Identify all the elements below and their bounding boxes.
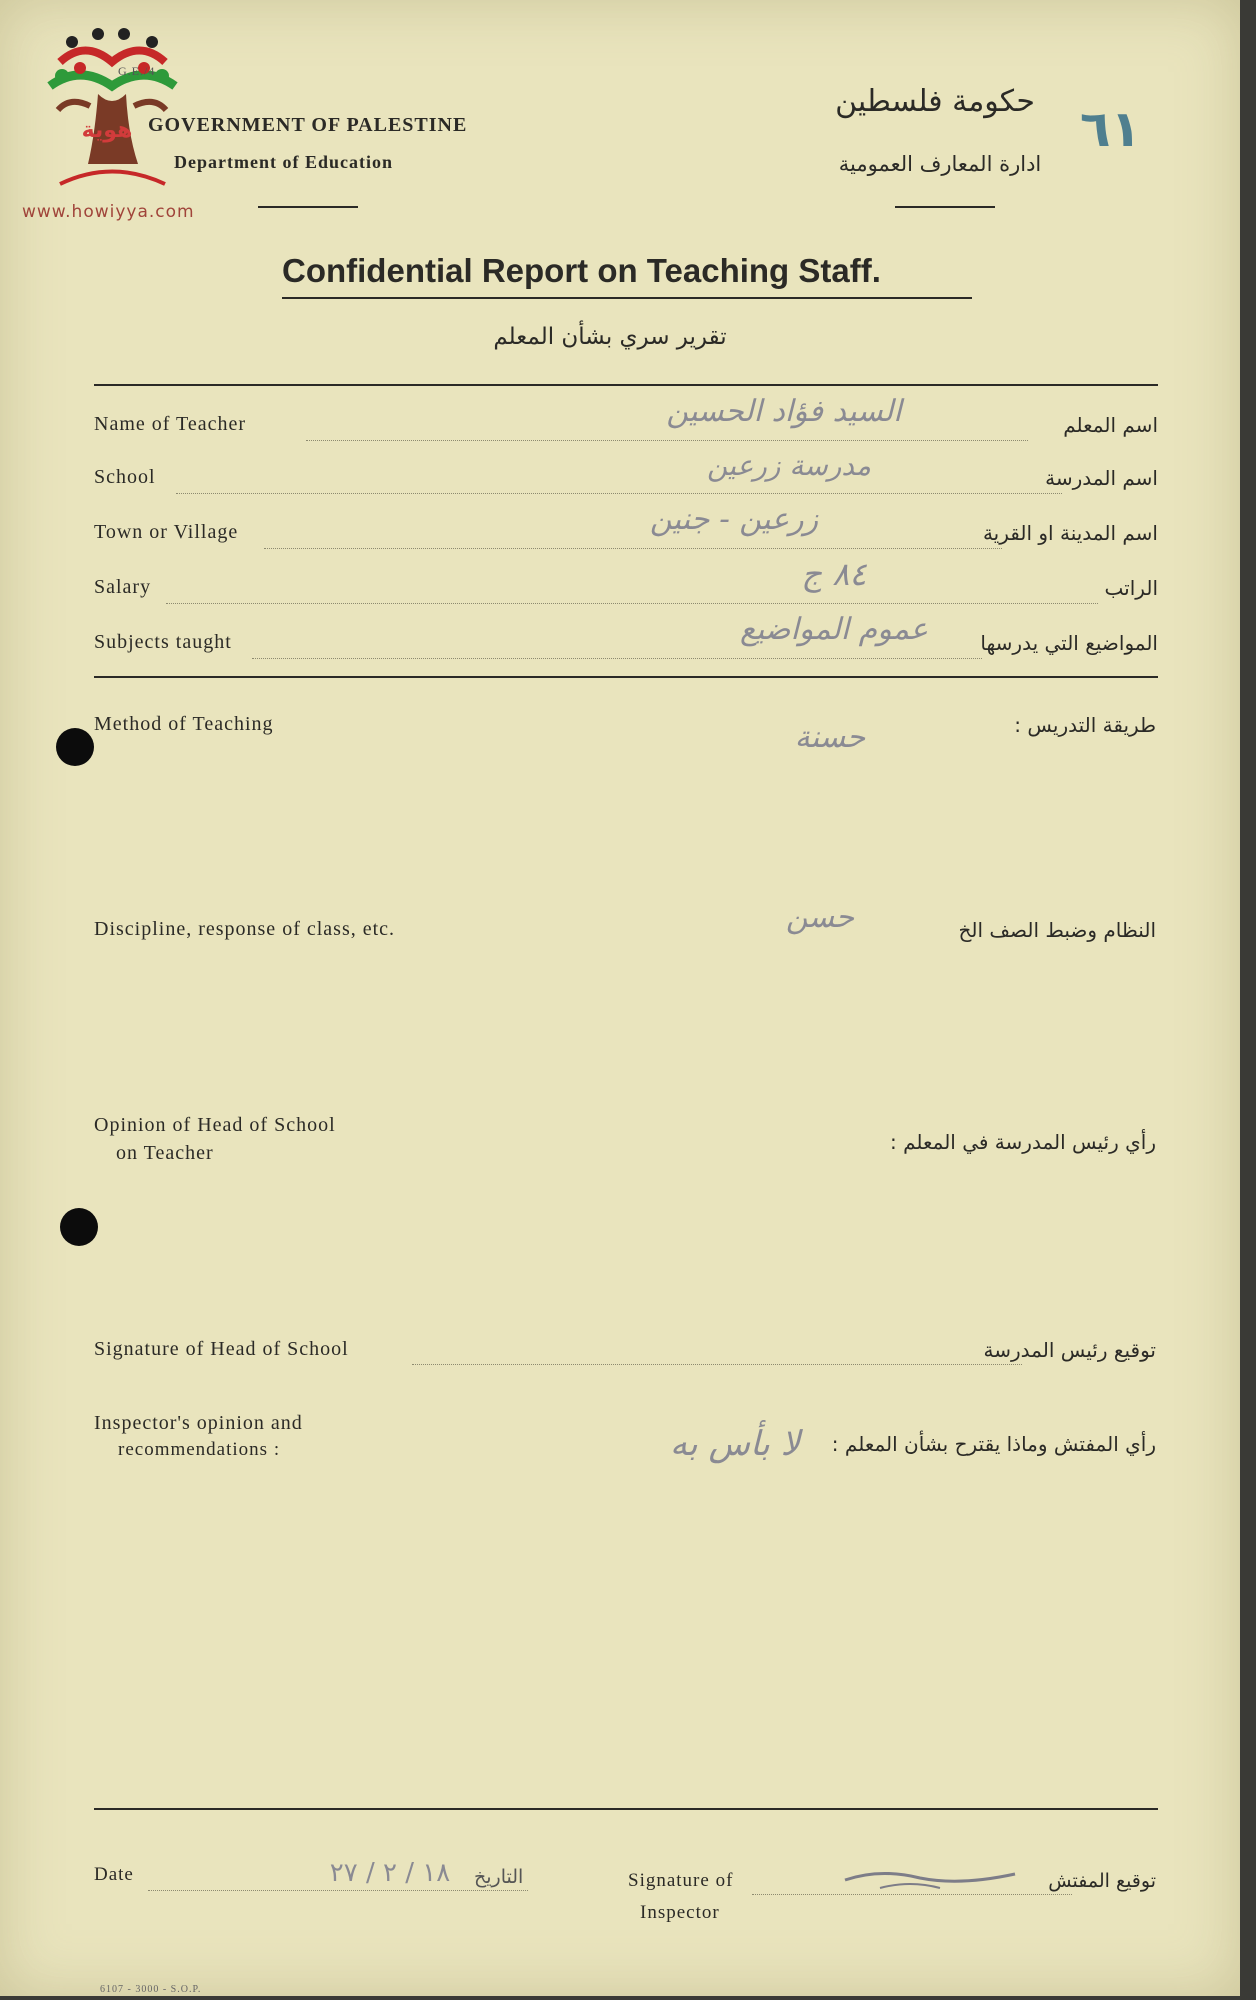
footer-rule bbox=[94, 1808, 1158, 1810]
method-label-ar: طريقة التدريس : bbox=[1014, 713, 1156, 737]
field-row bbox=[94, 612, 1158, 668]
field-label-ar: اسم المعلم bbox=[1063, 413, 1158, 437]
field-row bbox=[94, 449, 1158, 503]
punch-hole bbox=[56, 728, 94, 766]
date-line bbox=[148, 1890, 528, 1891]
punch-hole bbox=[60, 1208, 98, 1246]
head-signature-line bbox=[412, 1364, 1022, 1365]
field-value: عموم المواضيع bbox=[740, 612, 928, 647]
field-dotted-line bbox=[264, 548, 1002, 549]
field-label-en: Town or Village bbox=[94, 521, 239, 543]
inspector-signature-scribble bbox=[840, 1860, 1020, 1900]
department-title-en: Department of Education bbox=[174, 152, 393, 172]
header-divider-right bbox=[895, 206, 995, 208]
head-opinion-label-en: Opinion of Head of School bbox=[94, 1114, 336, 1136]
discipline-label-en: Discipline, response of class, etc. bbox=[94, 918, 396, 940]
field-label-ar: اسم المدينة او القرية bbox=[982, 521, 1158, 545]
discipline-label-ar: النظام وضبط الصف الخ bbox=[958, 918, 1156, 942]
inspector-signature-label-en-2: Inspector bbox=[640, 1902, 720, 1923]
date-label-ar: التاريخ bbox=[474, 1866, 524, 1888]
inspector-opinion-label-ar: رأي المفتش وماذا يقترح بشأن المعلم : bbox=[831, 1432, 1156, 1456]
page-number: ٦١ bbox=[1080, 100, 1142, 158]
watermark-url: www.howiyya.com bbox=[22, 202, 195, 222]
top-rule bbox=[94, 384, 1158, 386]
inspector-signature-label-ar: توقيع المفتش bbox=[1048, 1870, 1156, 1892]
report-title-en: Confidential Report on Teaching Staff. bbox=[282, 252, 881, 289]
head-opinion-label-ar: رأي رئيس المدرسة في المعلم : bbox=[889, 1130, 1156, 1154]
howiyya-logo-icon bbox=[40, 24, 185, 194]
form-code: G.E./4 bbox=[118, 64, 156, 78]
field-label-en: Name of Teacher bbox=[94, 413, 247, 435]
field-label-en: Subjects taught bbox=[94, 631, 232, 653]
field-dotted-line bbox=[176, 493, 1062, 494]
government-title-ar: حكومة فلسطين bbox=[835, 84, 1035, 119]
inspector-signature-label-en: Signature of bbox=[628, 1870, 734, 1891]
head-signature-label-en: Signature of Head of School bbox=[94, 1338, 349, 1360]
print-code: 6107 - 3000 - S.O.P. bbox=[100, 1984, 202, 1995]
header-divider-left bbox=[258, 206, 358, 208]
field-label-en: Salary bbox=[94, 576, 152, 598]
field-label-ar: المواضيع التي يدرسها bbox=[980, 631, 1158, 655]
fields-bottom-rule bbox=[94, 676, 1158, 678]
field-label-ar: الراتب bbox=[1104, 576, 1158, 600]
field-label-en: School bbox=[94, 466, 156, 488]
head-opinion-label-en-2: on Teacher bbox=[116, 1142, 214, 1164]
field-row bbox=[94, 394, 1158, 450]
inspector-opinion-label-en: Inspector's opinion and bbox=[94, 1412, 303, 1434]
method-label-en: Method of Teaching bbox=[94, 713, 274, 735]
method-value: حسنة bbox=[794, 720, 866, 755]
department-title-ar: ادارة المعارف العمومية bbox=[838, 152, 1042, 176]
government-title-en: GOVERNMENT OF PALESTINE bbox=[148, 114, 468, 136]
date-value: ١٨ / ٢ / ٢٧ bbox=[329, 1858, 451, 1888]
field-value: مدرسة زرعين bbox=[706, 449, 872, 482]
field-label-ar: اسم المدرسة bbox=[1045, 466, 1158, 490]
field-dotted-line bbox=[252, 658, 982, 659]
title-underline bbox=[282, 297, 972, 299]
inspector-opinion-value: لا بأس به bbox=[669, 1424, 801, 1464]
field-value: ٨٤ ج bbox=[801, 555, 867, 593]
field-row bbox=[94, 555, 1158, 613]
field-row bbox=[94, 502, 1158, 558]
field-dotted-line bbox=[306, 440, 1028, 441]
head-signature-label-ar: توقيع رئيس المدرسة bbox=[983, 1338, 1156, 1362]
field-value: السيد فؤاد الحسين bbox=[666, 394, 902, 429]
report-title-ar: تقرير سري بشأن المعلم bbox=[493, 324, 727, 350]
logo-text: هوية bbox=[81, 118, 133, 143]
inspector-opinion-label-en-2: recommendations : bbox=[118, 1439, 281, 1460]
field-value: زرعين - جنين bbox=[649, 502, 819, 537]
field-dotted-line bbox=[166, 603, 1098, 604]
discipline-value: حسن bbox=[785, 900, 855, 935]
date-label-en: Date bbox=[94, 1864, 134, 1885]
